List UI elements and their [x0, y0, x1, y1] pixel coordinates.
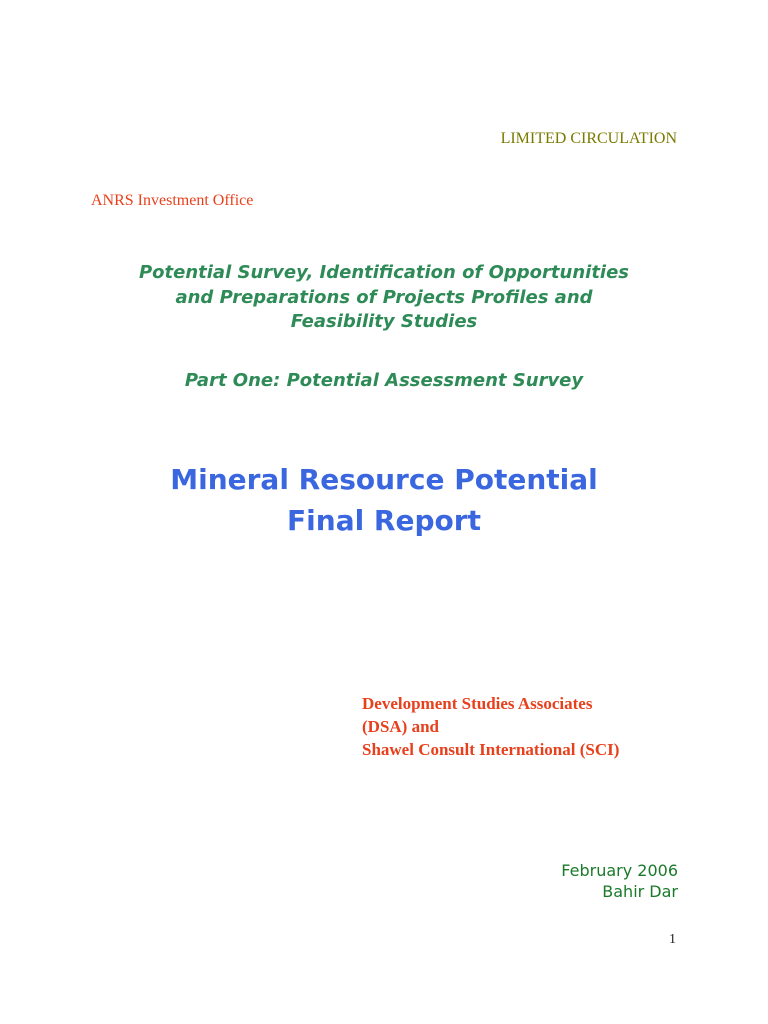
page-number: 1 [669, 932, 676, 947]
survey-title-line: Feasibility Studies [290, 311, 478, 332]
report-date: February 2006 [561, 861, 678, 880]
office-name: ANRS Investment Office [91, 192, 254, 209]
report-title-line: Mineral Resource Potential [170, 463, 598, 496]
survey-title-line: Potential Survey, Identification of Opportunities [138, 262, 630, 283]
consultant-line: Development Studies Associates [362, 694, 593, 713]
report-title-line: Final Report [287, 504, 481, 537]
survey-title-line: and Preparations of Projects Profiles and [175, 286, 593, 308]
part-title: Part One: Potential Assessment Survey [184, 370, 584, 391]
consultant-line: Shawel Consult International (SCI) [362, 740, 620, 759]
date-place-block [561, 860, 678, 902]
report-title [0, 459, 768, 541]
consultants-block [362, 692, 619, 761]
survey-title [0, 261, 768, 335]
consultant-line: (DSA) and [362, 717, 439, 736]
report-place: Bahir Dar [602, 882, 678, 901]
circulation-label: LIMITED CIRCULATION [500, 130, 677, 147]
